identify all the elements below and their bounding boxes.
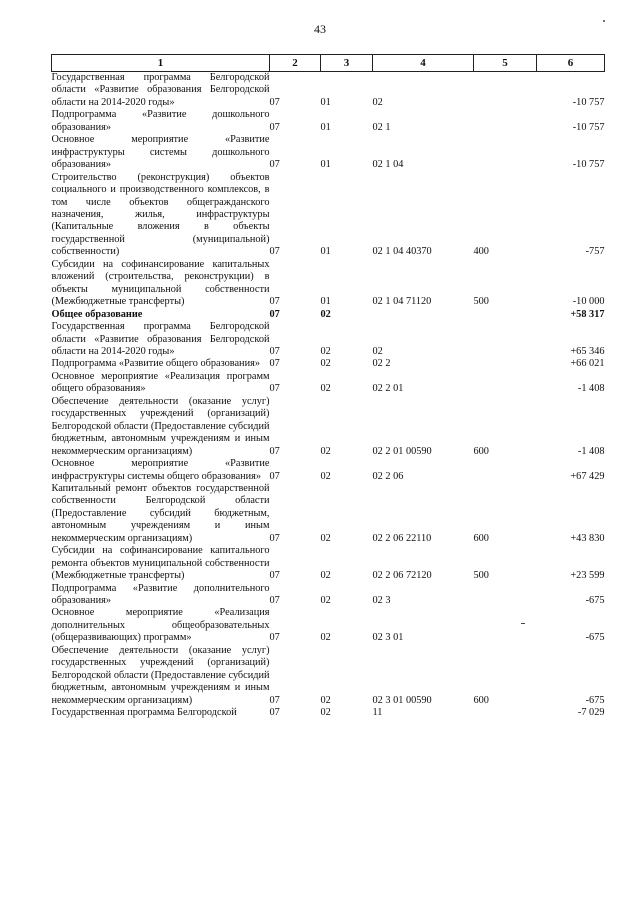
- target-article-code: 02 1 04: [372, 159, 404, 171]
- table-row: [52, 645, 605, 707]
- subsection-code: 01: [320, 96, 331, 108]
- amount-change: +23 599: [570, 570, 605, 582]
- column-header-6: 6: [537, 55, 605, 72]
- section-code: 07: [269, 121, 280, 133]
- target-article-code: 02 2: [372, 358, 391, 370]
- row-name: Подпрограмма «Развитие общего образования»: [51, 358, 260, 370]
- row-name: Общее образование: [51, 308, 143, 320]
- table-row: [52, 134, 605, 171]
- expense-type-code: 500: [473, 570, 489, 582]
- target-article-code: 02 1: [372, 121, 391, 133]
- scan-speck: [603, 20, 605, 22]
- expense-type-code: [474, 109, 537, 134]
- table-row: [52, 607, 605, 644]
- expense-type-code: 600: [473, 532, 489, 544]
- target-article-code: 02: [372, 345, 383, 357]
- target-article-code: 02 1 04 71120: [372, 296, 432, 308]
- table-row: [52, 259, 605, 309]
- table-body: [52, 72, 605, 720]
- section-code: 07: [269, 707, 280, 719]
- target-article-code: 02 2 01 00590: [372, 445, 432, 457]
- expense-type-code: [474, 607, 537, 644]
- expense-type-code: [474, 583, 537, 608]
- subsection-code: 02: [320, 345, 331, 357]
- amount-change: -1 408: [577, 383, 605, 395]
- amount-change: -675: [585, 595, 605, 607]
- amount-change: -10 000: [572, 296, 605, 308]
- row-name: Основное мероприятие «Развитие инфраструктуры системы дошкольного образования»: [51, 134, 270, 171]
- row-name: Подпрограмма «Развитие дополнительного образования»: [51, 582, 270, 607]
- target-article-code: 02 3 01 00590: [372, 694, 432, 706]
- table-row: [52, 583, 605, 608]
- table-row: [52, 707, 605, 719]
- row-name: Капитальный ремонт объектов государственной собственности Белгородской области (Предоставление субсидий бюджетным, автономным учреждениям и иным некоммерческим организациям): [51, 482, 270, 544]
- column-header-5: 5: [474, 55, 537, 72]
- section-code: 07: [269, 308, 280, 320]
- column-header-2: 2: [270, 55, 321, 72]
- table-row: [52, 458, 605, 483]
- amount-change: -7 029: [577, 707, 605, 719]
- row-name: Подпрограмма «Развитие дошкольного образования»: [51, 109, 270, 133]
- subsection-code: 02: [320, 707, 331, 719]
- target-article-code: 02 2 06: [372, 470, 404, 482]
- section-code: 07: [269, 96, 280, 108]
- amount-change: -10 757: [572, 96, 605, 108]
- target-article-code: 02 2 06 22110: [372, 532, 432, 544]
- subsection-code: 02: [320, 532, 331, 544]
- column-header-1: 1: [52, 55, 270, 72]
- expense-type-code: [474, 358, 537, 370]
- subsection-code: 02: [320, 358, 331, 370]
- amount-change: +66 021: [570, 358, 605, 370]
- amount-change: -675: [585, 632, 605, 644]
- row-name: Обеспечение деятельности (оказание услуг) государственных учреждений (организаций) Белгородской области (Предоставление субсидий бюджетным, автономным учреждениям и иным некоммерческим организациям): [51, 395, 270, 457]
- section-code: 07: [269, 358, 280, 370]
- subsection-code: 01: [320, 159, 331, 171]
- row-name: Государственная программа Белгородской области «Развитие образования Белгородской области на 2014-2020 годы»: [51, 72, 270, 108]
- table-row: [52, 483, 605, 545]
- table-row: [52, 172, 605, 259]
- amount-change: +67 429: [570, 470, 605, 482]
- subsection-code: 01: [320, 246, 331, 258]
- section-code: 07: [269, 532, 280, 544]
- section-code: 07: [269, 445, 280, 457]
- expense-type-code: 600: [473, 694, 489, 706]
- table-row: [52, 396, 605, 458]
- target-article-code: [373, 309, 474, 321]
- target-article-code: 11: [372, 707, 383, 719]
- row-name: Субсидии на софинансирование капитальных вложений (строительства, реконструкции) в объекты муниципальной собственности (Межбюджетные трансферты): [51, 258, 270, 308]
- expense-type-code: [474, 309, 537, 321]
- expense-type-code: [474, 72, 537, 110]
- amount-change: +43 830: [570, 532, 605, 544]
- section-code: 07: [269, 470, 280, 482]
- subsection-code: 02: [320, 383, 331, 395]
- section-code: 07: [269, 296, 280, 308]
- target-article-code: 02 3: [372, 595, 391, 607]
- table-row: [52, 545, 605, 582]
- expense-type-code: [474, 134, 537, 171]
- section-code: 07: [269, 632, 280, 644]
- subsection-code: 01: [320, 296, 331, 308]
- subsection-code: 01: [320, 121, 331, 133]
- subsection-code: 02: [320, 570, 331, 582]
- subsection-code: 02: [320, 595, 331, 607]
- amount-change: -1 408: [577, 445, 605, 457]
- section-code: 07: [269, 246, 280, 258]
- subsection-code: 02: [320, 470, 331, 482]
- row-name: Субсидии на софинансирование капитального ремонта объектов муниципальной собственности (Межбюджетные трансферты): [51, 545, 270, 582]
- expense-type-code: 600: [473, 445, 489, 457]
- row-name: Строительство (реконструкция) объектов социального и производственного комплексов, в том числе объектов общегражданского назначения, жилья, инфраструктуры (Капитальные вложения в объекты государственной (муниципальной) собственности): [51, 171, 270, 258]
- row-name: Обеспечение деятельности (оказание услуг) государственных учреждений (организаций) Белгородской области (Предоставление субсидий бюджетным, автономным учреждениям и иным некоммерческим организациям): [51, 644, 270, 706]
- expense-type-code: [474, 458, 537, 483]
- target-article-code: 02 3 01: [372, 632, 404, 644]
- section-code: 07: [269, 694, 280, 706]
- budget-table: [51, 54, 605, 720]
- subsection-code: 02: [320, 445, 331, 457]
- row-name: Основное мероприятие «Реализация программ общего образования»: [51, 370, 270, 395]
- table-row: [52, 309, 605, 321]
- table-row: [52, 358, 605, 370]
- target-article-code: 02 2 01: [372, 383, 404, 395]
- section-code: 07: [269, 595, 280, 607]
- row-name: Основное мероприятие «Развитие инфраструктуры системы общего образования»: [51, 458, 270, 482]
- amount-change: -10 757: [572, 159, 605, 171]
- amount-change: -675: [585, 694, 605, 706]
- table-row: [52, 371, 605, 396]
- row-name: Государственная программа Белгородской: [51, 707, 237, 719]
- section-code: 07: [269, 383, 280, 395]
- row-name: Основное мероприятие «Реализация дополнительных общеобразовательных (общеразвивающих) программ»: [51, 607, 270, 644]
- amount-change: +65 346: [570, 345, 605, 357]
- target-article-code: 02: [372, 96, 383, 108]
- expense-type-code: [474, 371, 537, 396]
- amount-change: -757: [585, 246, 605, 258]
- amount-change: -10 757: [572, 121, 605, 133]
- table-row: [52, 72, 605, 110]
- table-row: [52, 321, 605, 358]
- subsection-code: 02: [320, 632, 331, 644]
- expense-type-code: [474, 321, 537, 358]
- expense-type-code: [474, 707, 537, 719]
- target-article-code: 02 1 04 40370: [372, 246, 432, 258]
- section-code: 07: [269, 345, 280, 357]
- table-row: [52, 109, 605, 134]
- amount-change: +58 317: [570, 308, 605, 320]
- target-article-code: 02 2 06 72120: [372, 570, 432, 582]
- header-row: [52, 55, 605, 72]
- column-header-4: 4: [373, 55, 474, 72]
- subsection-code: 02: [320, 694, 331, 706]
- subsection-code: 02: [320, 308, 331, 320]
- column-header-3: 3: [321, 55, 373, 72]
- section-code: 07: [269, 159, 280, 171]
- expense-type-code: 400: [473, 246, 489, 258]
- table-header: [52, 55, 605, 72]
- section-code: 07: [269, 570, 280, 582]
- row-name: Государственная программа Белгородской области «Развитие образования Белгородской области на 2014-2020 годы»: [51, 321, 270, 357]
- expense-type-code: 500: [473, 296, 489, 308]
- page-number: 43: [314, 22, 326, 36]
